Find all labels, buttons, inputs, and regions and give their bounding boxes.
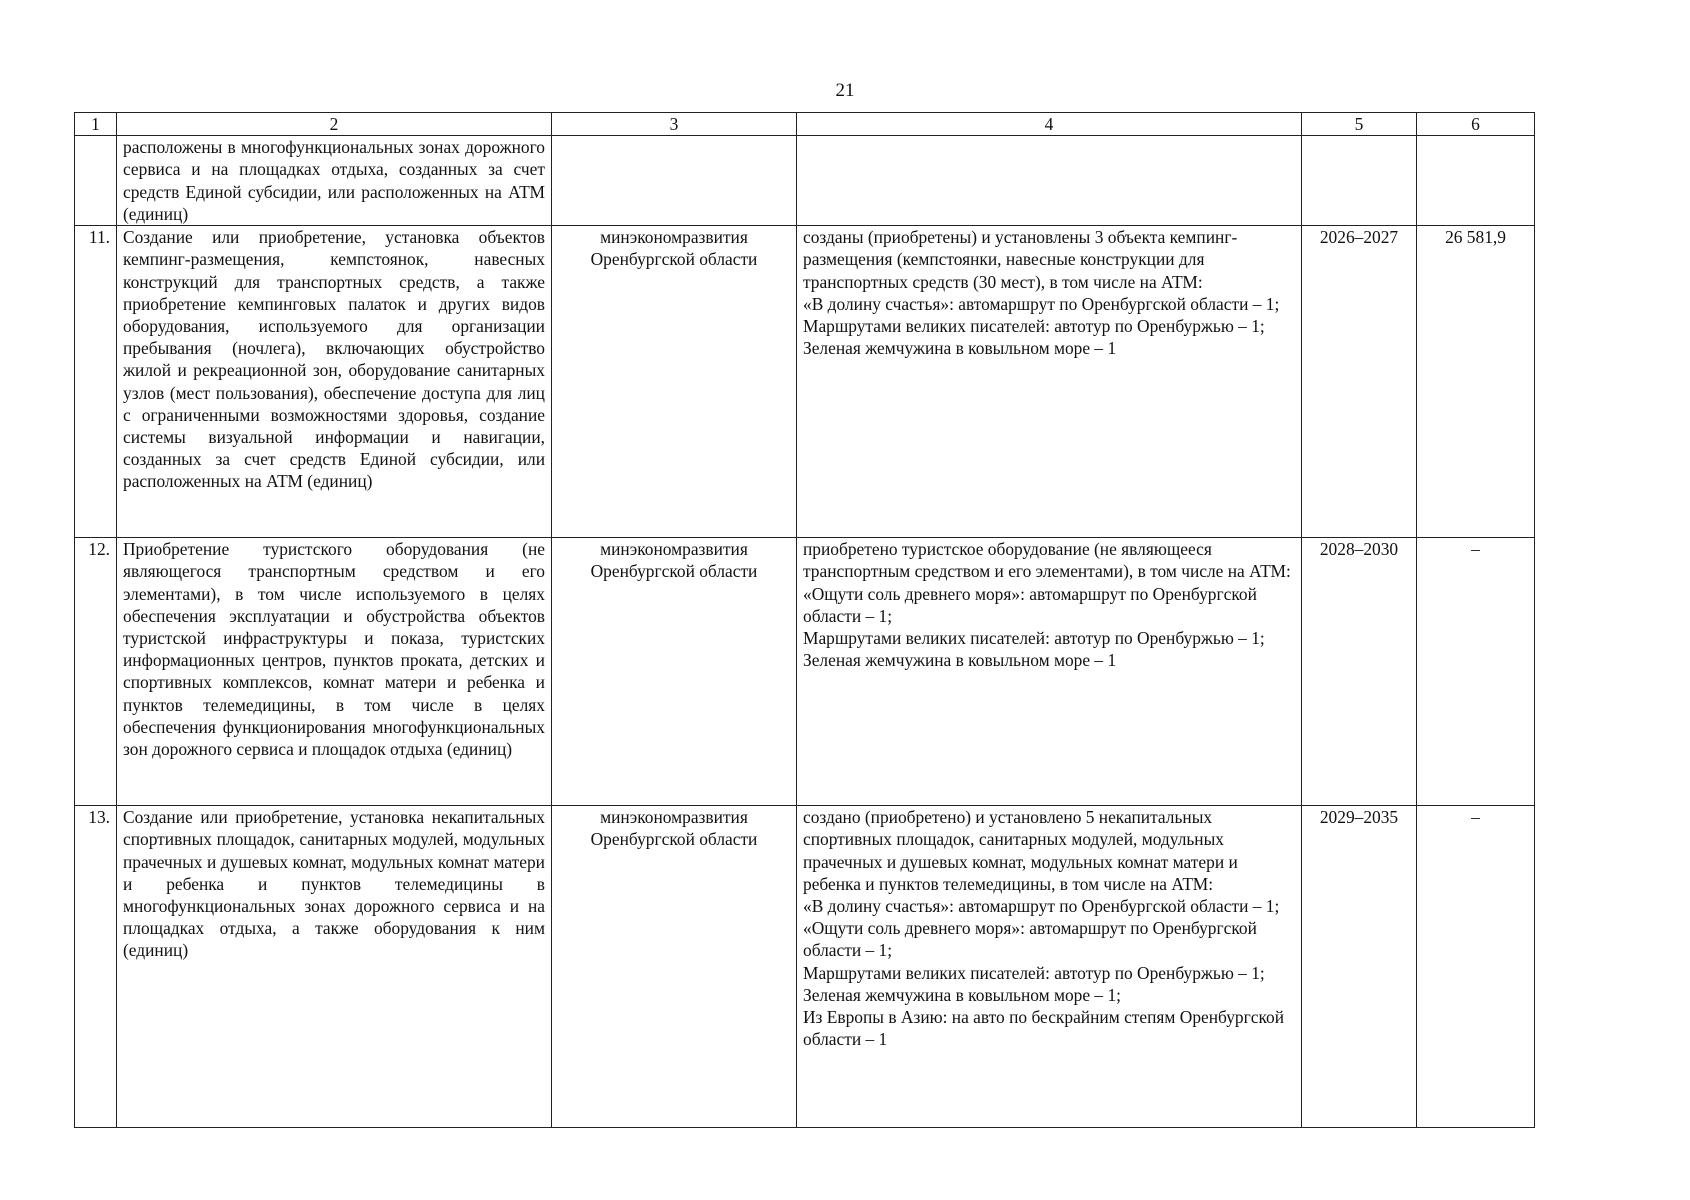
row-number: 13. xyxy=(75,806,117,1128)
column-header: 3 xyxy=(552,113,797,136)
result-line: «Ощути соль древнего моря»: автомаршрут по Оренбургской области – 1; xyxy=(803,918,1257,961)
amount xyxy=(1417,136,1535,226)
result-line: Маршрутами великих писателей: автотур по Оренбуржью – 1; xyxy=(803,316,1265,337)
column-header: 5 xyxy=(1302,113,1417,136)
result-line: Зеленая жемчужина в ковыльном море – 1 xyxy=(803,650,1117,671)
measures-table xyxy=(74,112,1535,1128)
responsible-body xyxy=(552,136,797,226)
row-number xyxy=(75,136,117,226)
column-header: 4 xyxy=(797,113,1302,136)
row-number: 11. xyxy=(75,226,117,538)
responsible-body: минэкономразвития Оренбургской области xyxy=(552,806,797,1128)
result-line: Маршрутами великих писателей: автотур по Оренбуржью – 1; xyxy=(803,962,1265,983)
expected-result xyxy=(797,136,1302,226)
table-row xyxy=(75,538,1535,806)
result-line: созданы (приобретены) и установлены 3 объекта кемпинг-размещения (кемпстоянки, навесные конструкции для транспортных средств (30 мест), в том числе на АТМ: xyxy=(803,227,1238,292)
table-row xyxy=(75,226,1535,538)
result-line: Маршрутами великих писателей: автотур по Оренбуржью – 1; xyxy=(803,628,1265,649)
period: 2028–2030 xyxy=(1302,538,1417,806)
result-line: приобретено туристское оборудование (не являющееся транспортным средством и его элементами), в том числе на АТМ: xyxy=(803,539,1291,582)
table-header-row xyxy=(75,113,1535,136)
responsible-body: минэкономразвития Оренбургской области xyxy=(552,538,797,806)
expected-result xyxy=(797,538,1302,806)
result-line: Зеленая жемчужина в ковыльном море – 1; xyxy=(803,984,1121,1005)
expected-result xyxy=(797,806,1302,1128)
result-line: «Ощути соль древнего моря»: автомаршрут по Оренбургской области – 1; xyxy=(803,583,1257,626)
row-number: 12. xyxy=(75,538,117,806)
measure-description: Приобретение туристского оборудования (не являющегося транспортным средством и его элементами), в том числе используемого в целях обеспечения эксплуатации и обустройства объектов туристской инфраструктуры и показа, туристских информационных центров, пунктов проката, детских и спортивных комплексов, комнат матери и ребенка и пунктов телемедицины, в том числе в целях обеспечения функционирования многофункциональных зон дорожного сервиса и площадок отдыха (единиц) xyxy=(117,538,552,806)
amount: – xyxy=(1417,806,1535,1128)
table-row xyxy=(75,136,1535,226)
result-line: Из Европы в Азию: на авто по бескрайним степям Оренбургской области – 1 xyxy=(803,1007,1285,1050)
column-header: 1 xyxy=(75,113,117,136)
period xyxy=(1302,136,1417,226)
result-line: «В долину счастья»: автомаршрут по Оренбургской области – 1; xyxy=(803,896,1280,917)
page-number: 21 xyxy=(835,80,855,101)
measure-description: Создание или приобретение, установка некапитальных спортивных площадок, санитарных модулей, модульных прачечных и душевых комнат, модульных комнат матери и ребенка и пунктов телемедицины в многофункциональных зонах дорожного сервиса и на площадках отдыха, а также оборудования к ним (единиц) xyxy=(117,806,552,1128)
result-line: создано (приобретено) и установлено 5 некапитальных спортивных площадок, санитарных модулей, модульных прачечных и душевых комнат, модульных комнат матери и ребенка и пунктов телемедицины, в том числе на АТМ: xyxy=(803,807,1238,894)
responsible-body: минэкономразвития Оренбургской области xyxy=(552,226,797,538)
column-header: 6 xyxy=(1417,113,1535,136)
table-row xyxy=(75,806,1535,1128)
result-line: Зеленая жемчужина в ковыльном море – 1 xyxy=(803,338,1117,359)
column-header: 2 xyxy=(117,113,552,136)
amount: 26 581,9 xyxy=(1417,226,1535,538)
measure-description: расположены в многофункциональных зонах дорожного сервиса и на площадках отдыха, созданных за счет средств Единой субсидии, или расположенных на АТМ (единиц) xyxy=(117,136,552,226)
period: 2026–2027 xyxy=(1302,226,1417,538)
period: 2029–2035 xyxy=(1302,806,1417,1128)
measure-description: Создание или приобретение, установка объектов кемпинг-размещения, кемпстоянок, навесных конструкций для транспортных средств, а также приобретение кемпинговых палаток и других видов оборудования, используемого для организации пребывания (ночлега), включающих обустройство жилой и рекреационной зон, оборудование санитарных узлов (мест пользования), обеспечение доступа для лиц с ограниченными возможностями здоровья, создание системы визуальной информации и навигации, созданных за счет средств Единой субсидии, или расположенных на АТМ (единиц) xyxy=(117,226,552,538)
expected-result xyxy=(797,226,1302,538)
amount: – xyxy=(1417,538,1535,806)
result-line: «В долину счастья»: автомаршрут по Оренбургской области – 1; xyxy=(803,293,1280,314)
